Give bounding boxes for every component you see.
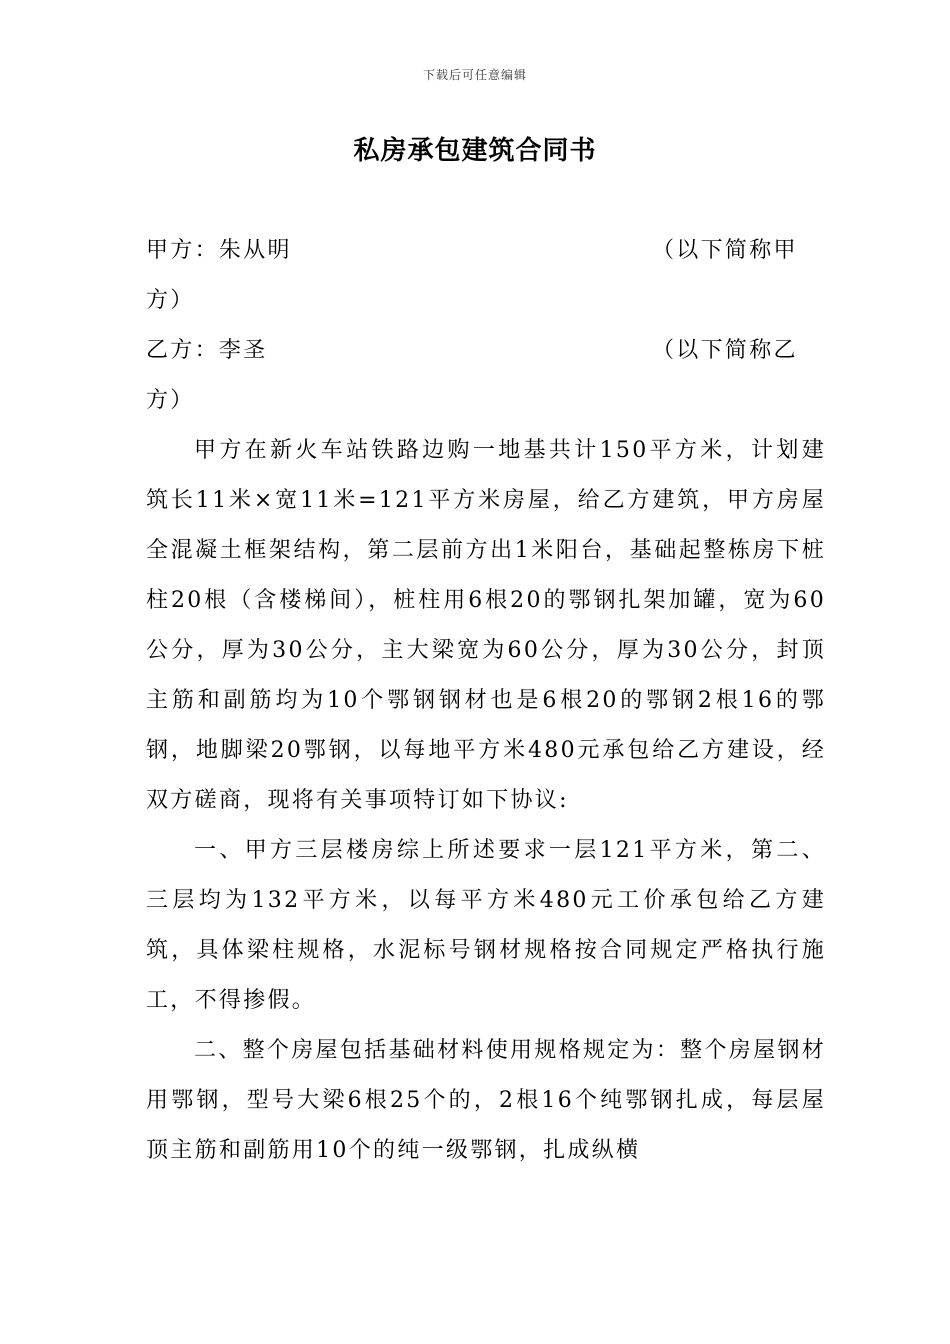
party-a-alias-end: 方） — [146, 288, 195, 313]
party-a-alias-start: （以下简称甲 — [652, 238, 798, 263]
party-a-name: 朱从明 — [218, 238, 292, 263]
paragraph-clause-1: 一、甲方三层楼房综上所述要求一层121平方米，第二、三层均为132平方米，以每平方米480元工价承包给乙方建筑，具体梁柱规格，水泥标号钢材规格按合同规定严格执行施工，不得掺假。 — [146, 838, 826, 1013]
party-b-name: 李圣 — [218, 338, 268, 363]
party-b-alias-start: （以下简称乙 — [652, 338, 798, 363]
party-b-alias-end: 方） — [146, 388, 195, 413]
header-note: 下载后可任意编辑 — [422, 68, 527, 82]
party-a-label: 甲方： — [146, 238, 219, 263]
paragraph-clause-2: 二、整个房屋包括基础材料使用规格规定为：整个房屋钢材用鄂钢，型号大梁6根25个的，2根16个纯鄂钢扎成，每层屋顶主筋和副筋用10个的纯一级鄂钢，扎成纵横 — [146, 1038, 826, 1163]
party-b-row — [146, 326, 826, 376]
party-a-row — [146, 226, 826, 276]
paragraph-intro: 甲方在新火车站铁路边购一地基共计150平方米，计划建筑长11米×宽11米=121平方米房屋，给乙方建筑，甲方房屋全混凝土框架结构，第二层前方出1米阳台，基础起整栋房下桩柱20根（含楼梯间），桩柱用6根20的鄂钢扎架加罐，宽为60公分，厚为30公分，主大梁宽为60公分，厚为30公分，封顶主筋和副筋均为10个鄂钢钢材也是6根20的鄂钢2根16的鄂钢，地脚梁20鄂钢，以每地平方米480元承包给乙方建设，经双方磋商，现将有关事项特订如下协议: — [146, 438, 826, 813]
party-a — [146, 226, 292, 276]
party-b — [146, 326, 268, 376]
document-body — [146, 226, 826, 1176]
party-b-label: 乙方： — [146, 338, 219, 363]
document-title: 私房承包建筑合同书 — [353, 136, 597, 166]
